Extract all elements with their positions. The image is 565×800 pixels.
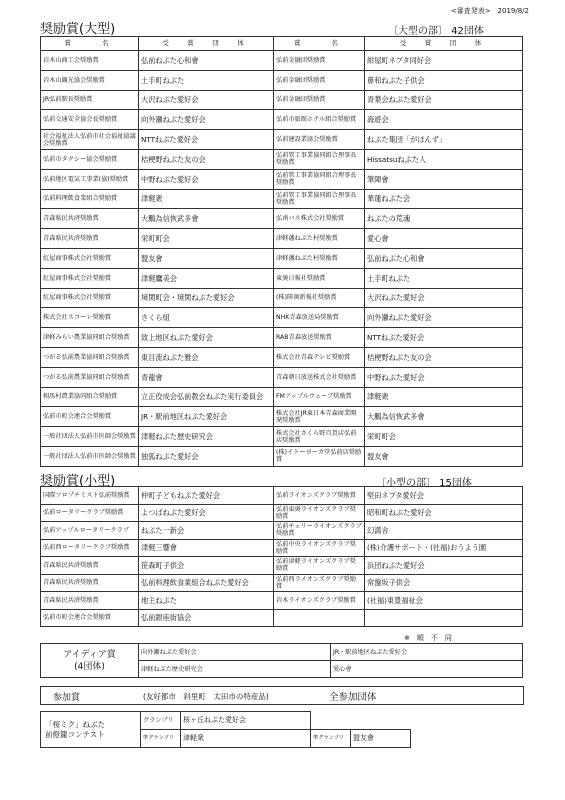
recipient-group-cell: 鼻和ねぷた子供会: [365, 70, 523, 90]
award-row: [41, 169, 523, 189]
award-row: [41, 557, 523, 575]
recipient-group-cell: 浜団ねぷた愛好会: [365, 557, 523, 575]
award-row: [41, 110, 523, 130]
grand-prix-label: グランプリ: [141, 712, 181, 730]
award-row: [41, 539, 523, 557]
sakura-contest-label-line2: 前燈籠コンテスト: [45, 729, 105, 739]
prize-name-cell: 弘前東奥ライオンズクラブ奨励賞: [274, 504, 365, 522]
prize-name-cell: つがる弘前農業協同組合奨励賞: [41, 347, 139, 367]
recipient-group-cell: 仲町子どもねぷた愛好会: [139, 487, 274, 505]
prize-name-cell: 青森県民共済奨励賞: [41, 557, 139, 575]
participation-award-detail: (友好都市 斜里町 太田市の特産品): [143, 692, 269, 701]
recipient-group-cell: 華蓮ねぷた会: [365, 189, 523, 209]
award-row: [41, 487, 523, 505]
prize-name-cell: 弘前管工事業協同組合理事長奨励賞: [274, 189, 365, 209]
prize-name-cell: 弘前西ロータリークラブ奨励賞: [41, 539, 139, 557]
prize-name-cell: 津軽藩ねぷた村奨励賞: [274, 229, 365, 249]
recipient-group-cell: 弘前ねぷた心和會: [139, 51, 274, 71]
recipient-group-cell: 立正佼成会弘前教会ねぷた実行委員会: [139, 387, 274, 407]
prize-name-cell: 株式会社スコーレ奨励賞: [41, 308, 139, 328]
recipient-group-cell: 幻満舎: [365, 522, 523, 540]
recipient-group-cell: NTTねぷた愛好会: [139, 130, 274, 150]
large-award-table: [40, 36, 523, 467]
recipient-group-cell: JR・駅前地区ねぷた愛好会: [139, 407, 274, 427]
recipient-group-cell: 筆陣會: [365, 169, 523, 189]
award-row: [41, 407, 523, 427]
col-group-header: 受 賞 団 体: [365, 37, 523, 51]
award-row: [41, 387, 523, 407]
prize-name-cell: 株式会社さくら野百貨店弘前店奨励賞: [274, 427, 365, 447]
award-row: [41, 51, 523, 71]
prize-name-cell: 弘前西ライオンズクラブ奨励賞: [274, 574, 365, 592]
award-row: [41, 70, 523, 90]
prize-name-cell: 弘前交通安全協会長奨励賞: [41, 110, 139, 130]
recipient-group-cell: Hissatsuねぷた人: [365, 149, 523, 169]
recipient-group-cell: よつばねぷた愛好会: [139, 504, 274, 522]
recipient-group-cell: ねぷた一新会: [139, 522, 274, 540]
recipient-group-cell: (株)介護サポート・(社福)おうよう園: [365, 539, 523, 557]
award-row: [41, 574, 523, 592]
recipient-group-cell: 大沢ねぷた愛好会: [365, 288, 523, 308]
prize-name-cell: JR弘前駅長奨励賞: [41, 90, 139, 110]
recipient-group-cell: [365, 609, 523, 627]
runner-up-winner: 盟友會: [351, 730, 411, 748]
recipient-group-cell: (社福)東豊福祉会: [365, 592, 523, 610]
award-row: [41, 367, 523, 387]
prize-name-cell: 弘南バス株式会社奨励賞: [274, 209, 365, 229]
award-row: [41, 248, 523, 268]
prize-name-cell: 青森朝日放送株式会社奨励賞: [274, 367, 365, 387]
prize-name-cell: つがる弘前農業協同組合奨励賞: [41, 367, 139, 387]
recipient-group-cell: 東目流ねぷた雅会: [139, 347, 274, 367]
participation-award-box: [40, 686, 524, 705]
prize-name-cell: 青森県民共済奨励賞: [41, 209, 139, 229]
award-row: [41, 522, 523, 540]
recipient-group-cell: 盟友會: [365, 446, 523, 466]
award-row: [41, 149, 523, 169]
small-section-title: 奨励賞(小型): [40, 474, 116, 489]
award-row: [41, 308, 523, 328]
prize-name-cell: 弘前チェリーライオンズクラブ奨励賞: [274, 522, 365, 540]
recipient-group-cell: NTTねぷた愛好会: [365, 328, 523, 348]
large-section-title: 奨励賞(大型): [40, 22, 116, 37]
prize-name-cell: 紅屋商事株式会社奨励賞: [41, 288, 139, 308]
recipient-group-cell: 愛心會: [365, 229, 523, 249]
announcement-date: <審査発表> 2019/8/2: [450, 7, 529, 15]
col-group-header: 受 賞 団 体: [139, 37, 274, 51]
prize-name-cell: 青森県民共済奨励賞: [41, 574, 139, 592]
award-row: [41, 288, 523, 308]
award-row: [41, 268, 523, 288]
prize-name-cell: 弘前アップルロータリークラブ: [41, 522, 139, 540]
prize-name-cell: 青森県民共済奨励賞: [41, 592, 139, 610]
recipient-group-cell: 津軽衆: [139, 189, 274, 209]
prize-name-cell: 弘前管工事業協同組合理事長奨励賞: [274, 149, 365, 169]
idea-award-label-cell: [41, 644, 139, 678]
award-row: [41, 446, 523, 466]
recipient-group-cell: 津軽衆: [365, 387, 523, 407]
prize-name-cell: 国際ソロプチミスト弘前奨励賞: [41, 487, 139, 505]
order-note: ※ 順 不 同: [404, 634, 452, 642]
prize-name-cell: 弘前市町会連合会奨励賞: [41, 407, 139, 427]
prize-name-cell: 津軽藩ねぷた村奨励賞: [274, 248, 365, 268]
recipient-group-cell: 栄町町会: [365, 427, 523, 447]
award-row: [41, 592, 523, 610]
award-row: [41, 189, 523, 209]
idea-award-item: JR・駅前地区ねぷた愛好会: [331, 644, 523, 661]
prize-name-cell: 弘前金融団奨励賞: [274, 51, 365, 71]
recipient-group-cell: 大鵬為信恢武多會: [139, 209, 274, 229]
recipient-group-cell: 境関町会・境関ねぷた愛好会: [139, 288, 274, 308]
prize-name-cell: 青森県民共済奨励賞: [41, 229, 139, 249]
runner-up-label: 準グランプリ: [311, 730, 351, 748]
recipient-group-cell: 津軽三響會: [139, 539, 274, 557]
col-prize-header: 賞 名: [41, 37, 139, 51]
runner-up-label: 準グランプリ: [141, 730, 181, 748]
prize-name-cell: 岩木山観光協会奨励賞: [41, 70, 139, 90]
award-row: [41, 328, 523, 348]
recipient-group-cell: 独狐ねぷた愛好会: [139, 446, 274, 466]
recipient-group-cell: 向外瀬ねぷた愛好会: [365, 308, 523, 328]
prize-name-cell: 弘前金融団奨励賞: [274, 90, 365, 110]
prize-name-cell: 弘前地区電気工事業(協)奨励賞: [41, 169, 139, 189]
prize-name-cell: 社会福祉法人弘前市社会福祉協議会奨励賞: [41, 130, 139, 150]
recipient-group-cell: 中野ねぷた愛好会: [139, 169, 274, 189]
recipient-group-cell: 大沢ねぷた愛好会: [139, 90, 274, 110]
recipient-group-cell: 紺屋町ネプタ同好会: [365, 51, 523, 71]
recipient-group-cell: 青龍會: [139, 367, 274, 387]
prize-name-cell: NHK青森放送局奨励賞: [274, 308, 365, 328]
recipient-group-cell: ねぷた集団「がほんず」: [365, 130, 523, 150]
recipient-group-cell: 堅田ネプタ愛好会: [365, 487, 523, 505]
large-section-count: 〔大型の部〕 42団体: [388, 26, 484, 37]
idea-award-item: 津軽ねぷた歴史研究会: [139, 661, 331, 678]
prize-name-cell: 株式会社青森テレビ奨励賞: [274, 347, 365, 367]
idea-award-item: 愛心會: [331, 661, 523, 678]
recipient-group-cell: 土手町ねぷた: [139, 70, 274, 90]
prize-name-cell: 株式会社JR東日本青森商業開発奨励賞: [274, 407, 365, 427]
prize-name-cell: 弘前ライオンズクラブ奨励賞: [274, 487, 365, 505]
recipient-group-cell: 土手町ねぷた: [365, 268, 523, 288]
recipient-group-cell: 昭和町ねぷた愛好会: [365, 504, 523, 522]
recipient-group-cell: 桔梗野ねぷた友の会: [139, 149, 274, 169]
small-section-count: 〔小型の部〕 15団体: [376, 478, 472, 489]
idea-award-table: [40, 643, 523, 678]
prize-name-cell: (株)イトーヨーカ堂弘前店奨励賞: [274, 446, 365, 466]
recipient-group-cell: 笹森町子供会: [139, 557, 274, 575]
prize-name-cell: 紅屋商事株式会社奨励賞: [41, 248, 139, 268]
recipient-group-cell: 桔梗野ねぷた友の会: [365, 347, 523, 367]
sakura-contest-table: [40, 711, 411, 748]
award-row: [41, 229, 523, 249]
idea-award-count: (4団体): [74, 661, 105, 672]
recipient-group-cell: 地主ねぷた: [139, 592, 274, 610]
small-award-table: [40, 486, 523, 627]
prize-name-cell: 弘前市町会連合会奨励賞: [41, 609, 139, 627]
recipient-group-cell: 中野ねぷた愛好会: [365, 367, 523, 387]
prize-name-cell: 一般社団法人弘前市医師会奨励賞: [41, 427, 139, 447]
prize-name-cell: (株)陸奥新報社奨励賞: [274, 288, 365, 308]
prize-name-cell: 東奥日報社奨励賞: [274, 268, 365, 288]
recipient-group-cell: 弘前料理飲食業組合ねぷた愛好会: [139, 574, 274, 592]
prize-name-cell: 弘前ロータリークラブ奨励賞: [41, 504, 139, 522]
runner-up-winner: 津軽衆: [181, 730, 311, 748]
recipient-group-cell: 弘前ねぷた心和會: [365, 248, 523, 268]
prize-name-cell: 岩木山商工会奨励賞: [41, 51, 139, 71]
recipient-group-cell: 弘前銀座街協会: [139, 609, 274, 627]
prize-name-cell: 弘前建設業協会奨励賞: [274, 130, 365, 150]
recipient-group-cell: 青葉会ねぷた愛好会: [365, 90, 523, 110]
prize-name-cell: [274, 609, 365, 627]
participation-award-value: 全参加団体: [329, 692, 377, 703]
prize-name-cell: 弘前管工事業協同組合理事長奨励賞: [274, 169, 365, 189]
recipient-group-cell: ねぷたの荒魂: [365, 209, 523, 229]
award-row: [41, 130, 523, 150]
prize-name-cell: 弘前市旅館ホテル組合奨励賞: [274, 110, 365, 130]
prize-name-cell: 津軽みらい農業協同組合奨励賞: [41, 328, 139, 348]
sakura-contest-label-line1: 「桜ミク」ねぶた: [45, 719, 105, 729]
prize-name-cell: RAB青森放送奨励賞: [274, 328, 365, 348]
prize-name-cell: 岩木ライオンズクラブ奨励賞: [274, 592, 365, 610]
grand-prix-winner: 桜ヶ丘ねぷた愛好会: [181, 712, 311, 730]
recipient-group-cell: 海遊会: [365, 110, 523, 130]
recipient-group-cell: さくら組: [139, 308, 274, 328]
award-row: [41, 347, 523, 367]
recipient-group-cell: 津軽ねぷた歴史研究会: [139, 427, 274, 447]
award-row: [41, 609, 523, 627]
recipient-group-cell: 盟友會: [139, 248, 274, 268]
prize-name-cell: 相馬村農業協同組合奨励賞: [41, 387, 139, 407]
prize-name-cell: 弘前料理飲食業組合奨励賞: [41, 189, 139, 209]
prize-name-cell: 弘前津軽ライオンズクラブ奨励賞: [274, 557, 365, 575]
recipient-group-cell: 常盤坂子供会: [365, 574, 523, 592]
recipient-group-cell: 致上地区ねぷた愛好会: [139, 328, 274, 348]
participation-award-label: 参加賞: [53, 693, 81, 703]
award-row: [41, 427, 523, 447]
sakura-contest-label: [41, 712, 141, 748]
prize-name-cell: 弘前金融団奨励賞: [274, 70, 365, 90]
recipient-group-cell: 津軽鷹美会: [139, 268, 274, 288]
award-row: [41, 90, 523, 110]
prize-name-cell: 一般社団法人弘前市医師会奨励賞: [41, 446, 139, 466]
recipient-group-cell: 栄町町会: [139, 229, 274, 249]
blank-cell: [311, 712, 351, 730]
recipient-group-cell: 大鵬為信恢武多會: [365, 407, 523, 427]
idea-award-label: アイディア賞: [63, 649, 116, 660]
prize-name-cell: 弘前市タクシー協会奨励賞: [41, 149, 139, 169]
prize-name-cell: 紅屋商事株式会社奨励賞: [41, 268, 139, 288]
recipient-group-cell: 向外瀬ねぷた愛好会: [139, 110, 274, 130]
prize-name-cell: FMアップルウェーブ奨励賞: [274, 387, 365, 407]
award-row: [41, 209, 523, 229]
award-row: [41, 504, 523, 522]
col-prize-header: 賞 名: [274, 37, 365, 51]
idea-award-item: 向外瀬ねぷた愛好会: [139, 644, 331, 661]
blank-cell: [351, 712, 411, 730]
prize-name-cell: 弘前中央ライオンズクラブ奨励賞: [274, 539, 365, 557]
